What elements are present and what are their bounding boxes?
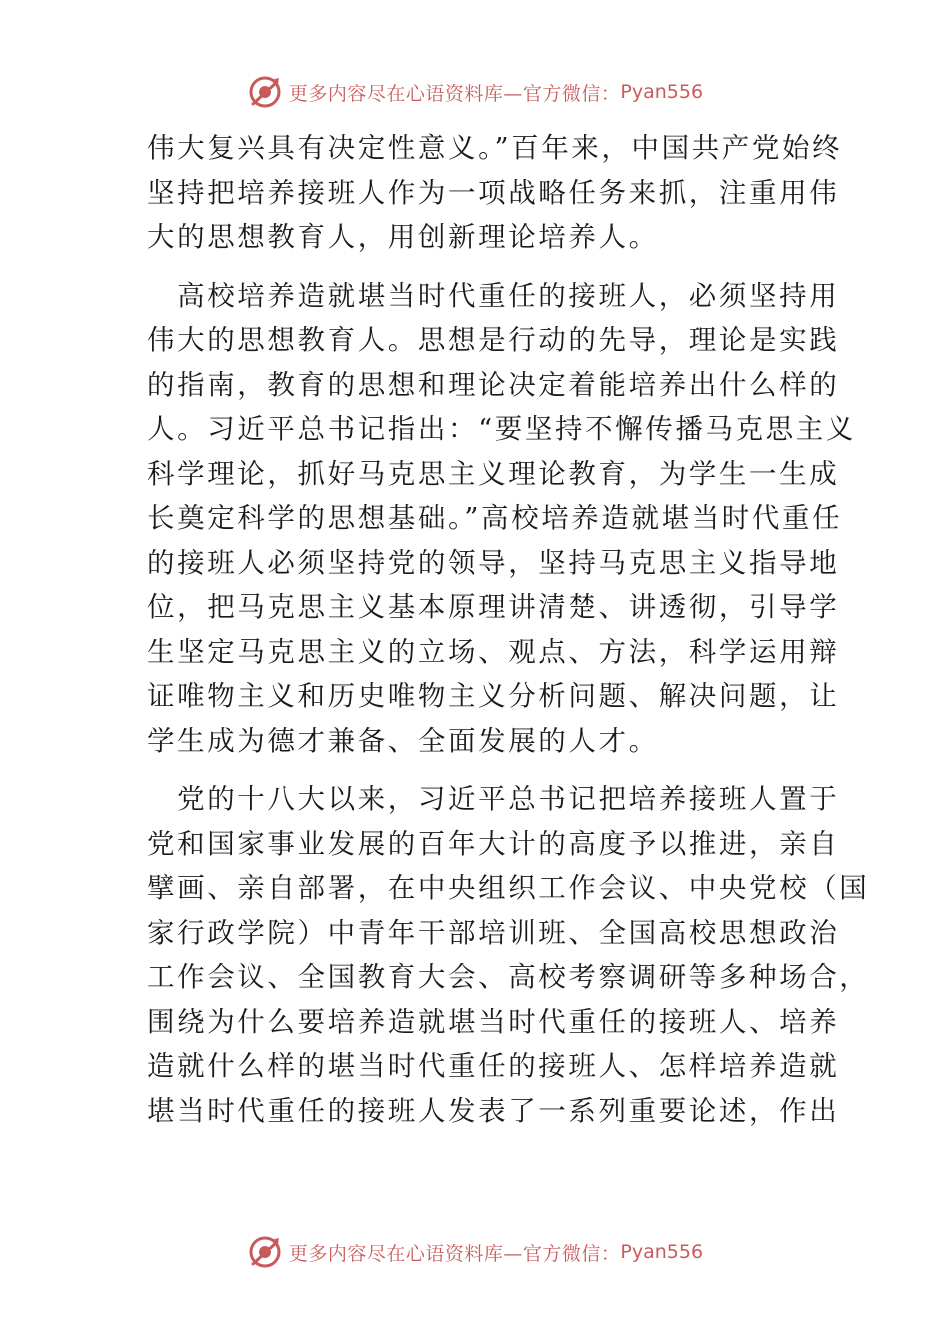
watermark-footer: [0, 1232, 950, 1272]
watermark-header: [0, 72, 950, 112]
text-line: 围绕为什么要培养造就堪当时代重任的接班人、培养: [147, 1005, 840, 1038]
text-line: 科学理论，抓好马克思主义理论教育，为学生一生成: [147, 457, 840, 490]
text-line: 伟大的思想教育人。思想是行动的先导，理论是实践: [147, 324, 840, 356]
paragraph: [147, 126, 843, 260]
text-line: 学生成为德才兼备、全面发展的人才。: [147, 724, 659, 757]
watermark-text: 更多内容尽在心语资料库—官方微信：: [288, 82, 621, 105]
paragraph: [147, 274, 856, 764]
text-line: 党的十八大以来，习近平总书记把培养接班人置于: [147, 783, 840, 815]
text-line: 伟大复兴具有决定性意义。”百年来，中国共产党始终: [147, 132, 843, 164]
watermark-handle: Pyan556: [620, 1241, 704, 1263]
text-line: 证唯物主义和历史唯物主义分析问题、解决问题，让: [147, 680, 840, 712]
text-line: 工作会议、全国教育大会、高校考察调研等多种场合，: [147, 961, 870, 993]
text-line: 的指南，教育的思想和理论决定着能培养出什么样的: [147, 368, 840, 401]
text-line: 堪当时代重任的接班人发表了一系列重要论述，作出: [147, 1094, 840, 1127]
text-line: 位，把马克思主义基本原理讲清楚、讲透彻，引导学: [147, 591, 840, 623]
watermark-text: 更多内容尽在心语资料库—官方微信：: [288, 1242, 621, 1265]
text-line: 生坚定马克思主义的立场、观点、方法，科学运用辩: [147, 635, 840, 668]
text-line: 家行政学院）中青年干部培训班、全国高校思想政治: [147, 916, 840, 949]
text-line: 造就什么样的堪当时代重任的接班人、怎样培养造就: [147, 1050, 840, 1082]
text-line: 的接班人必须坚持党的领导，坚持马克思主义指导地: [147, 546, 840, 579]
paragraph: [147, 777, 870, 1133]
text-line: 长奠定科学的思想基础。”高校培养造就堪当时代重任: [147, 502, 843, 534]
watermark-handle: Pyan556: [620, 81, 704, 103]
text-line: 擘画、亲自部署，在中央组织工作会议、中央党校（国: [147, 872, 870, 904]
logo-icon: [247, 74, 283, 110]
text-line: 人。习近平总书记指出：“要坚持不懈传播马克思主义: [147, 413, 856, 445]
text-line: 党和国家事业发展的百年大计的高度予以推进，亲自: [147, 827, 840, 860]
logo-icon: [247, 1234, 283, 1270]
text-line: 大的思想教育人，用创新理论培养人。: [147, 221, 659, 253]
document-body: [147, 126, 870, 1147]
text-line: 坚持把培养接班人作为一项战略任务来抓，注重用伟: [147, 176, 840, 209]
text-line: 高校培养造就堪当时代重任的接班人，必须坚持用: [147, 279, 840, 312]
